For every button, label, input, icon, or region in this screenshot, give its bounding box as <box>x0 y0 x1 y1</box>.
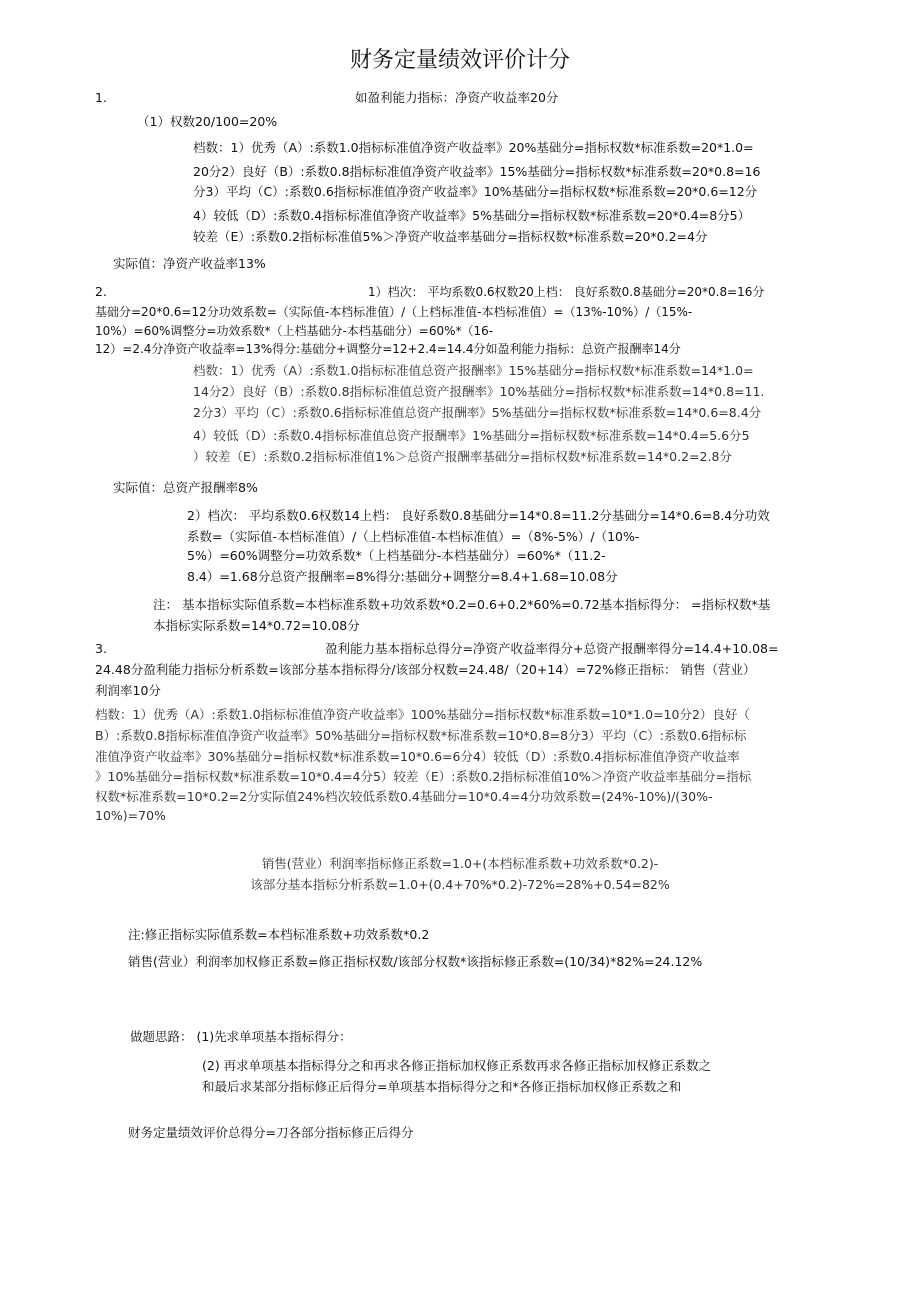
section-2-grade-line: 2分3）平均（C）:系数0.6指标标准值总资产报酬率》5%基础分=指标权数*标准系数=14*0.6=8.4分 <box>193 405 762 420</box>
section-2-grade-line: 14分2）良好（B）:系数0.8指标标准值总资产报酬率》10%基础分=指标权数*标准系数=14*0.8=11. <box>193 384 765 399</box>
section-2-note: 本指标实际系数=14*0.72=10.08分 <box>153 618 360 633</box>
section-1-actual-value: 实际值：净资产收益率13% <box>113 256 266 271</box>
section-2-calc-line: 12）=2.4分净资产收益率=13%得分:基础分+调整分=12+2.4=14.4分如盈利能力指标：总资产报酬率14分 <box>95 342 681 356</box>
section-2-calc-line: 10%）=60%调整分=功效系数*（上档基础分-本档基础分）=60%*（16- <box>95 324 494 338</box>
section-1-grade-line: 分3）平均（C）:系数0.6指标标准值净资产收益率》10%基础分=指标权数*标准系数=20*0.6=12分 <box>193 184 758 199</box>
section-2-calc2-line: 5%）=60%调整分=功效系数*（上档基础分-本档基础分）=60%*（11.2- <box>187 548 606 563</box>
section-3-grade-line: 》10%基础分=指标权数*标准系数=10*0.4=4分5）较差（E）:系数0.2指标标准值10%＞净资产收益率基础分=指标 <box>95 769 752 784</box>
section-2-calc2-line: 8.4）=1.68分总资产报酬率=8%得分:基础分+调整分=8.4+1.68=10.08分 <box>187 569 618 584</box>
section-1-grade-line: 4）较低（D）:系数0.4指标标准值净资产收益率》5%基础分=指标权数*标准系数=20*0.4=8分5） <box>193 208 751 223</box>
correction-note: 注:修正指标实际值系数=本档标准系数+功效系数*0.2 <box>128 927 430 942</box>
section-2-grade-line: ）较差（E）:系数0.2指标标准值1%＞总资产报酬率基础分=指标权数*标准系数=14*0.2=2.8分 <box>193 449 732 464</box>
correction-formula-line: 该部分基本指标分析系数=1.0+(0.4+70%*0.2)-72%=28%+0.54=82% <box>250 877 670 892</box>
section-2-calc2-line: 系数=（实际值-本档标准值）/（上档标准值-本档标准值）=（8%-5%）/（10%- <box>187 529 640 544</box>
weighted-correction: 销售(营业）利润率加权修正系数=修正指标权数/该部分权数*该指标修正系数=(10/34)*82%=24.12% <box>128 954 703 969</box>
section-3-grade-line: 准值净资产收益率》30%基础分=指标权数*标准系数=10*0.6=6分4）较低（D）:系数0.4指标标准值净资产收益率 <box>95 749 740 764</box>
section-3-grade-line: 10%)=70% <box>95 808 166 823</box>
section-3-grade-line: 档数：1）优秀（A）:系数1.0指标标准值净资产收益率》100%基础分=指标权数*标准系数=10*1.0=10分2）良好（ <box>95 707 750 722</box>
approach-step: 和最后求某部分指标修正后得分=单项基本指标得分之和*各修正指标加权修正系数之和 <box>202 1079 682 1094</box>
approach-step: (2) 再求单项基本指标得分之和再求各修正指标加权修正系数再求各修正指标加权修正系数之 <box>202 1058 712 1073</box>
approach-label: 做题思路： (1)先求单项基本指标得分： <box>130 1029 352 1044</box>
section-3-line: 利润率10分 <box>95 683 161 698</box>
section-1-grade-line: 较差（E）:系数0.2指标标准值5%＞净资产收益率基础分=指标权数*标准系数=20*0.2=4分 <box>193 229 708 244</box>
section-1-weight: （1）权数20/100=20% <box>137 114 278 129</box>
section-2-grade-line: 档数：1）优秀（A）:系数1.0指标标准值总资产报酬率》15%基础分=指标权数*标准系数=14*1.0= <box>193 363 754 378</box>
section-2-first-line: 1）档次： 平均系数0.6权数20上档： 良好系数0.8基础分=20*0.8=16分 <box>368 285 765 299</box>
section-2-number: 2. <box>95 284 107 299</box>
section-3-line: 24.48分盈利能力指标分析系数=该部分基本指标得分/该部分权数=24.48/（20+14）=72%修正指标： 销售（营业） <box>95 662 756 677</box>
section-2-calc-line: 基础分=20*0.6=12分功效系数=（实际值-本档标准值）/（上档标准值-本档标准值）=（13%-10%）/（15%- <box>95 305 693 319</box>
correction-formula-line: 销售(营业）利润率指标修正系数=1.0+(本档标准系数+功效系数*0.2)- <box>261 856 659 871</box>
page-title: 财务定量绩效评价计分 <box>349 48 570 73</box>
section-2-calc2-line: 2）档次： 平均系数0.6权数14上档： 良好系数0.8基础分=14*0.8=11.2分基础分=14*0.6=8.4分功效 <box>187 508 770 523</box>
total-score-formula: 财务定量绩效评价总得分=刀各部分指标修正后得分 <box>128 1125 414 1140</box>
section-2-note: 注： 基本指标实际值系数=本档标准系数+功效系数*0.2=0.6+0.2*60%=0.72基本指标得分： =指标权数*基 <box>153 597 771 612</box>
section-1-heading: 如盈利能力指标：净资产收益率20分 <box>355 90 559 105</box>
section-3-number: 3. <box>95 641 107 656</box>
section-3-grade-line: B）:系数0.8指标标准值净资产收益率》50%基础分=指标权数*标准系数=10*0.8=8分3）平均（C）:系数0.6指标标 <box>95 728 747 743</box>
section-1-number: 1. <box>95 90 107 105</box>
section-1-grade-line: 档数：1）优秀（A）:系数1.0指标标准值净资产收益率》20%基础分=指标权数*标准系数=20*1.0= <box>193 140 754 155</box>
section-3-grade-line: 权数*标准系数=10*0.2=2分实际值24%档次较低系数0.4基础分=10*0.4=4分功效系数=(24%-10%)/(30%- <box>95 789 713 804</box>
section-2-actual-value: 实际值：总资产报酬率8% <box>113 480 258 495</box>
section-3-first-line: 盈利能力基本指标总得分=净资产收益率得分+总资产报酬率得分=14.4+10.08= <box>325 641 779 656</box>
section-2-grade-line: 4）较低（D）:系数0.4指标标准值总资产报酬率》1%基础分=指标权数*标准系数=14*0.4=5.6分5 <box>193 428 750 443</box>
section-1-grade-line: 20分2）良好（B）:系数0.8指标标准值净资产收益率》15%基础分=指标权数*标准系数=20*0.8=16 <box>193 164 761 179</box>
